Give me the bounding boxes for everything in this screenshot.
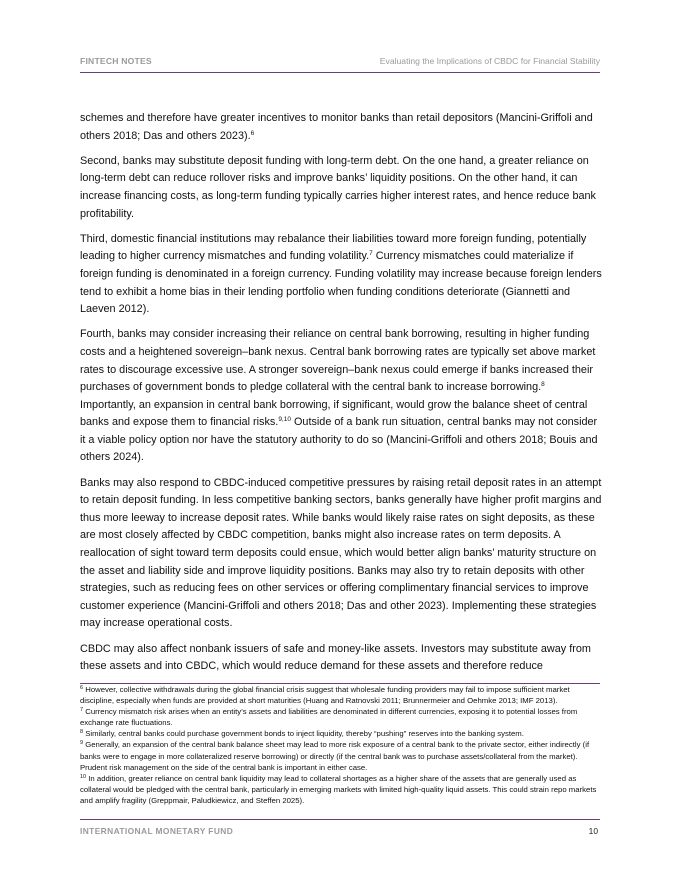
text: Second, banks may substitute deposit funding with long-term debt. On the one hand, a greater reliance on long-term debt can reduce rollover risks and improve banks’ liquidity positions. On the other hand, it can increase financing costs, as long-term funding typically carries higher interest rates, and hence reduce bank profitability. bbox=[80, 154, 596, 220]
footnote-ref[interactable]: 8 bbox=[541, 381, 545, 389]
paragraph bbox=[80, 153, 602, 223]
footnote bbox=[80, 728, 602, 739]
footnote bbox=[80, 739, 602, 772]
text: CBDC may also affect nonbank issuers of safe and money-like assets. Investors may substitute away from these assets and into CBDC, which would reduce demand for these assets and therefore reduce bbox=[80, 642, 591, 673]
page-number: 10 bbox=[588, 826, 598, 836]
running-header bbox=[80, 56, 600, 66]
footnote-number: 9 bbox=[80, 740, 84, 747]
header-rule bbox=[80, 72, 600, 73]
footer-publisher: INTERNATIONAL MONETARY FUND bbox=[80, 826, 234, 836]
text: Third, domestic financial institutions may rebalance their liabilities toward more foreign funding, potentially leading to higher currency mismatches and funding volatility. bbox=[80, 232, 587, 263]
footnote-number: 7 bbox=[80, 707, 84, 714]
paragraph bbox=[80, 475, 602, 633]
footnote bbox=[80, 773, 602, 806]
footnotes bbox=[80, 684, 602, 806]
footnote bbox=[80, 706, 602, 728]
text: Importantly, an expansion in central bank borrowing, if significant, would grow the balance sheet of central banks and expose them to financial risks. bbox=[80, 398, 588, 429]
footnote-number: 8 bbox=[80, 729, 84, 736]
footnote-ref[interactable]: 7 bbox=[369, 250, 373, 258]
text: Outside of a bank run situation, central banks may not consider it a viable policy option nor have the statutory authority to do so (Mancini-Griffoli and others 2018; Bouis and others 2024). bbox=[80, 416, 598, 464]
running-footer bbox=[80, 826, 598, 836]
paragraph bbox=[80, 326, 602, 467]
footnote-number: 10 bbox=[80, 773, 87, 780]
text: Currency mismatches could materialize if foreign funding is denominated in a foreign currency. Funding volatility may increase because foreign lenders tend to exhibit a home bias in their lending portfolio when funding conditions deteriorate (Giannetti and Laeven 2012). bbox=[80, 250, 602, 316]
footnote-ref[interactable]: 9,10 bbox=[278, 416, 291, 424]
body-text bbox=[80, 110, 602, 683]
paragraph bbox=[80, 110, 602, 145]
text: Banks may also respond to CBDC-induced competitive pressures by raising retail deposit rates in an attempt to retain deposit funding. In less competitive banking sectors, banks generally have higher profit margins and thus more leeway to increase deposit rates. While banks would likely raise rates on sight deposits, as these are most closely affected by CBDC competition, banks might also increase rates on term deposits. A reallocation of sight toward term deposits could ensue, which would better align banks’ maturity structure on the asset and liability side and improve liquidity positions. Banks may also try to retain deposits with other strategies, such as reducing fees on other services or offering complimentary financial services to improve customer experience (Mancini-Griffoli and others 2018; Das and other 2023). Implementing these strategies may increase operational costs. bbox=[80, 476, 602, 630]
header-title: Evaluating the Implications of CBDC for Financial Stability bbox=[379, 56, 600, 66]
footer-rule bbox=[80, 819, 600, 820]
footnote bbox=[80, 684, 602, 706]
text: Fourth, banks may consider increasing their reliance on central bank borrowing, resulting in higher funding costs and a heightened sovereign–bank nexus. Central bank borrowing rates are typically set above market rates to discourage excessive use. A stronger sovereign–bank nexus could emerge if banks increased their purchases of government bonds to pledge collateral with the central bank to increase borrowing. bbox=[80, 328, 596, 394]
paragraph bbox=[80, 231, 602, 319]
header-series: FINTECH NOTES bbox=[80, 56, 152, 66]
footnote-text: However, collective withdrawals during the global financial crisis suggest that wholesale funding providers may fail to impose sufficient market discipline, especially when funds are provided at short maturities (Huang and Ratnovski 2011; Brunnermeier and Oehmke 2013; IMF 2013). bbox=[80, 685, 570, 706]
footnote-number: 6 bbox=[80, 685, 84, 691]
text: schemes and therefore have greater incentives to monitor banks than retail depositors (Mancini-Griffoli and others 2018; Das and others 2023). bbox=[80, 112, 593, 142]
footnote-text: Generally, an expansion of the central bank balance sheet may lead to more risk exposure of a central bank to the private sector, either indirectly (if banks were to engage in more collateralized reserve borrowing) or directly (if the central bank was to purchase assets/collateral from the market). Prudent risk management on the side of the central bank is important in either case. bbox=[80, 740, 590, 772]
footnote-text: In addition, greater reliance on central bank liquidity may lead to collateral shortages as a higher share of the assets that are generally used as collateral would be pledged with the central bank, particularly in emerging markets with limited high-quality liquid assets. This could strain repo markets and amplify fragility (Greppmair, Paludkiewicz, and Steffen 2025). bbox=[80, 773, 597, 805]
footnote-text: Currency mismatch risk arises when an entity’s assets and liabilities are denominated in different currencies, exposing it to potential losses from exchange rate fluctuations. bbox=[80, 707, 578, 728]
footnote-ref[interactable]: 6 bbox=[250, 129, 255, 137]
footnote-text: Similarly, central banks could purchase government bonds to inject liquidity, thereby “pushing” reserves into the banking system. bbox=[83, 729, 524, 739]
paragraph bbox=[80, 641, 602, 676]
